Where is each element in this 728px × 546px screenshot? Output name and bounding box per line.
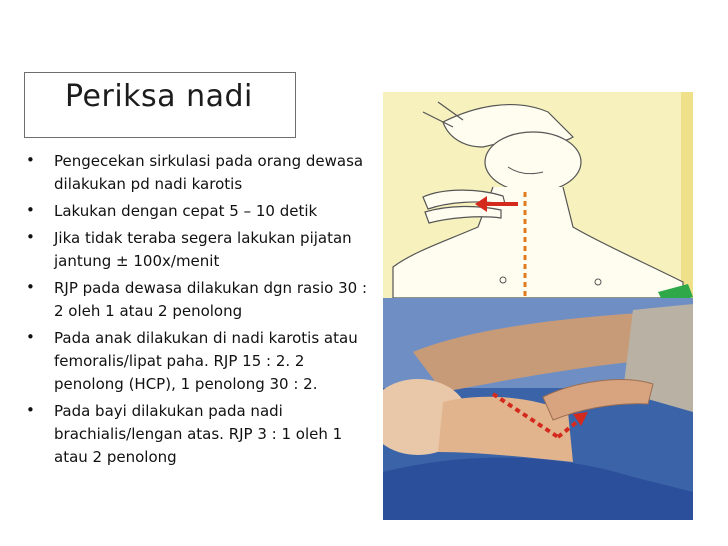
- bullet-text: RJP pada dewasa dilakukan dgn rasio 30 : 2 oleh 1 atau 2 penolong: [54, 279, 368, 320]
- bullet-item: [26, 227, 371, 273]
- pulse-check-figure: [383, 92, 693, 520]
- bullet-item: [26, 327, 371, 396]
- bullet-text: Pengecekan sirkulasi pada orang dewasa dilakukan pd nadi karotis: [54, 152, 364, 193]
- bullet-icon: •: [26, 151, 35, 169]
- page-title: Periksa nadi: [65, 79, 253, 114]
- illustration-edge: [681, 92, 693, 298]
- bullet-text: Pada bayi dilakukan pada nadi brachialis/lengan atas. RJP 3 : 1 oleh 1 atau 2 penolong: [54, 402, 343, 466]
- carotid-pulse-illustration: [383, 92, 693, 298]
- bullet-icon: •: [26, 201, 35, 219]
- bullet-icon: •: [26, 228, 35, 246]
- carotid-pulse-photo: [383, 298, 693, 520]
- bullet-text: Jika tidak teraba segera lakukan pijatan jantung ± 100x/menit: [54, 229, 352, 270]
- bullet-item: [26, 400, 371, 469]
- bullet-item: [26, 150, 371, 196]
- bullet-icon: •: [26, 328, 35, 346]
- bullet-list: [26, 150, 371, 473]
- bullet-icon: •: [26, 278, 35, 296]
- bullet-text: Lakukan dengan cepat 5 – 10 detik: [54, 202, 318, 220]
- bullet-text: Pada anak dilakukan di nadi karotis atau femoralis/lipat paha. RJP 15 : 2. 2 penolong (HCP), 1 penolong 30 : 2.: [54, 329, 358, 393]
- title-box: [24, 72, 296, 138]
- bullet-icon: •: [26, 401, 35, 419]
- head-outline: [485, 132, 581, 192]
- bullet-item: [26, 277, 371, 323]
- bullet-item: [26, 200, 371, 223]
